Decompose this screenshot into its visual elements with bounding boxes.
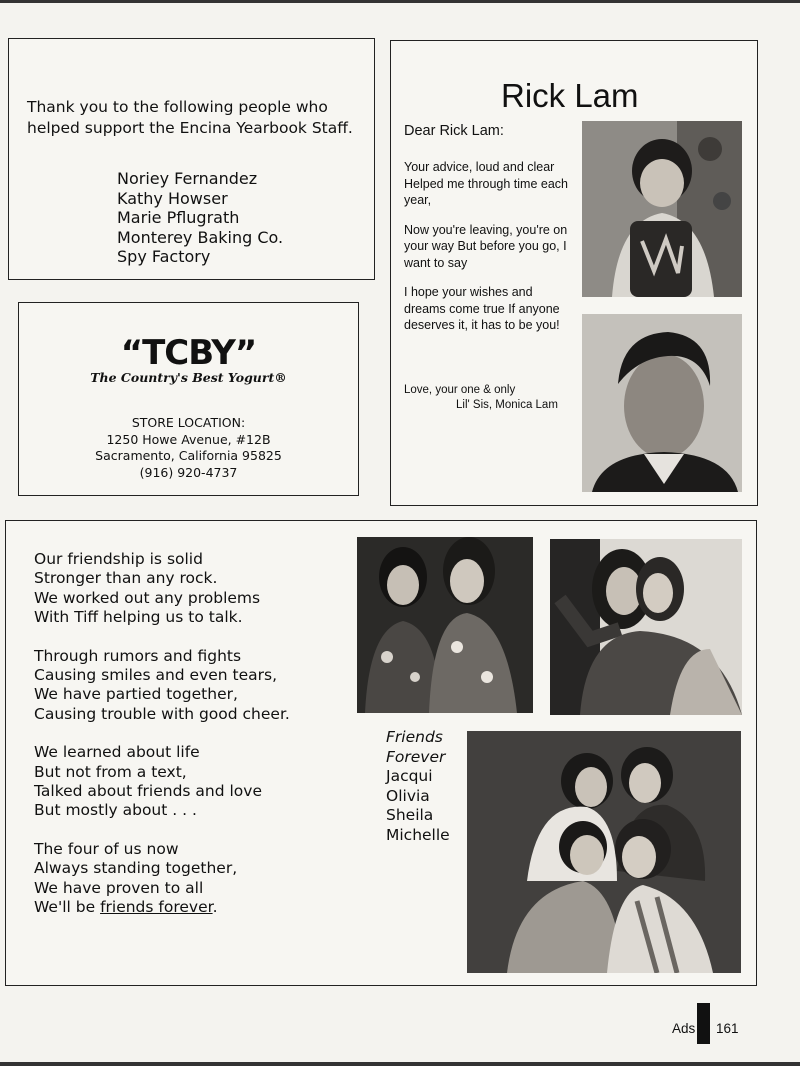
poem-stanza: [34, 647, 354, 725]
supporter-name: Spy Factory: [117, 247, 211, 266]
poem-line: We learned about life: [34, 743, 200, 762]
friends-forever-caption: [386, 728, 450, 845]
senior-portrait-photo: [582, 314, 742, 492]
poem-line: We have proven to all: [34, 878, 204, 897]
section-label: Ads: [672, 1021, 696, 1036]
poem-line: Stronger than any rock.: [34, 569, 218, 588]
poem-stanza: Your advice, loud and clear Helped me through time each year,: [404, 160, 568, 207]
poem-stanza: [34, 743, 354, 821]
caption-name: Michelle: [386, 825, 450, 844]
poem-line: Talked about friends and love: [34, 782, 263, 801]
poem-line: With Tiff helping us to talk.: [34, 608, 243, 627]
supporter-name: Monterey Baking Co.: [117, 227, 284, 247]
supporter-name: Kathy Howser: [117, 188, 228, 208]
tcby-tagline: The Country's Best Yogurt®: [90, 370, 287, 385]
rick-lam-greeting: Dear Rick Lam:: [404, 123, 504, 139]
signer: Lil' Sis, Monica Lam: [456, 399, 558, 411]
footer-bar: [697, 1003, 710, 1044]
caption-name: Olivia: [386, 786, 430, 805]
poem-stanza: [34, 550, 354, 628]
friends-forever-underlined: friends forever: [100, 898, 213, 917]
poem-line: We worked out any problems: [34, 588, 261, 607]
poem-line: But not from a text,: [34, 762, 187, 781]
caption-heading: Forever: [386, 747, 446, 766]
rick-lam-title: Rick Lam: [501, 77, 639, 114]
poem-line: Through rumors and fights: [34, 646, 242, 665]
poem-line: Always standing together,: [34, 859, 238, 878]
store-location-label: STORE LOCATION:: [131, 415, 246, 430]
supporter-list: [117, 169, 283, 267]
poem-line: Our friendship is solid: [34, 550, 203, 568]
tcby-logo: “TCBY”: [120, 333, 257, 373]
hugging-girls-photo: [550, 539, 742, 715]
poem-line: We have partied together,: [34, 685, 238, 704]
poem-line: Causing smiles and even tears,: [34, 666, 278, 685]
supporter-name: Marie Pflugrath: [117, 208, 240, 227]
last-line-suffix: .: [212, 898, 218, 917]
friendship-poem: [34, 550, 354, 937]
tcby-ad: [18, 302, 359, 496]
poem-stanza: Now you're leaving, you're on your way But before you go, I want to say: [404, 222, 568, 270]
poem-line: The four of us now: [34, 839, 179, 858]
two-girls-photo: [357, 537, 533, 713]
store-address-line1: 1250 Howe Avenue, #12B: [106, 431, 271, 447]
poem-stanza: [34, 840, 354, 918]
store-address-line2: Sacramento, California 95825: [95, 448, 282, 463]
last-line-prefix: We'll be: [34, 898, 101, 917]
rick-lam-poem: [404, 159, 572, 347]
caption-heading: Friends: [386, 728, 443, 746]
poem-line: Causing trouble with good cheer.: [34, 704, 290, 723]
bottom-rule: [0, 1062, 800, 1066]
caption-name: Jacqui: [386, 767, 433, 785]
store-phone: (916) 920-4737: [139, 464, 238, 480]
rick-lam-signature: [404, 383, 574, 413]
poem-line: But mostly about . . .: [34, 801, 197, 820]
page-number: 161: [716, 1021, 739, 1036]
caption-name: Sheila: [386, 806, 434, 824]
poem-stanza: I hope your wishes and dreams come true If anyone deserves it, it has to be you!: [404, 285, 560, 332]
closing: Love, your one & only: [404, 384, 516, 396]
thank-you-intro: Thank you to the following people who helped support the Encina Yearbook Staff.: [27, 98, 353, 137]
top-rule: [0, 0, 800, 3]
thank-you-box: [8, 38, 375, 280]
poem-last-line: [34, 898, 218, 916]
four-friends-photo: [467, 731, 741, 973]
supporter-name: Noriey Fernandez: [117, 169, 258, 188]
store-location: [19, 415, 358, 481]
child-photo: [582, 121, 742, 297]
